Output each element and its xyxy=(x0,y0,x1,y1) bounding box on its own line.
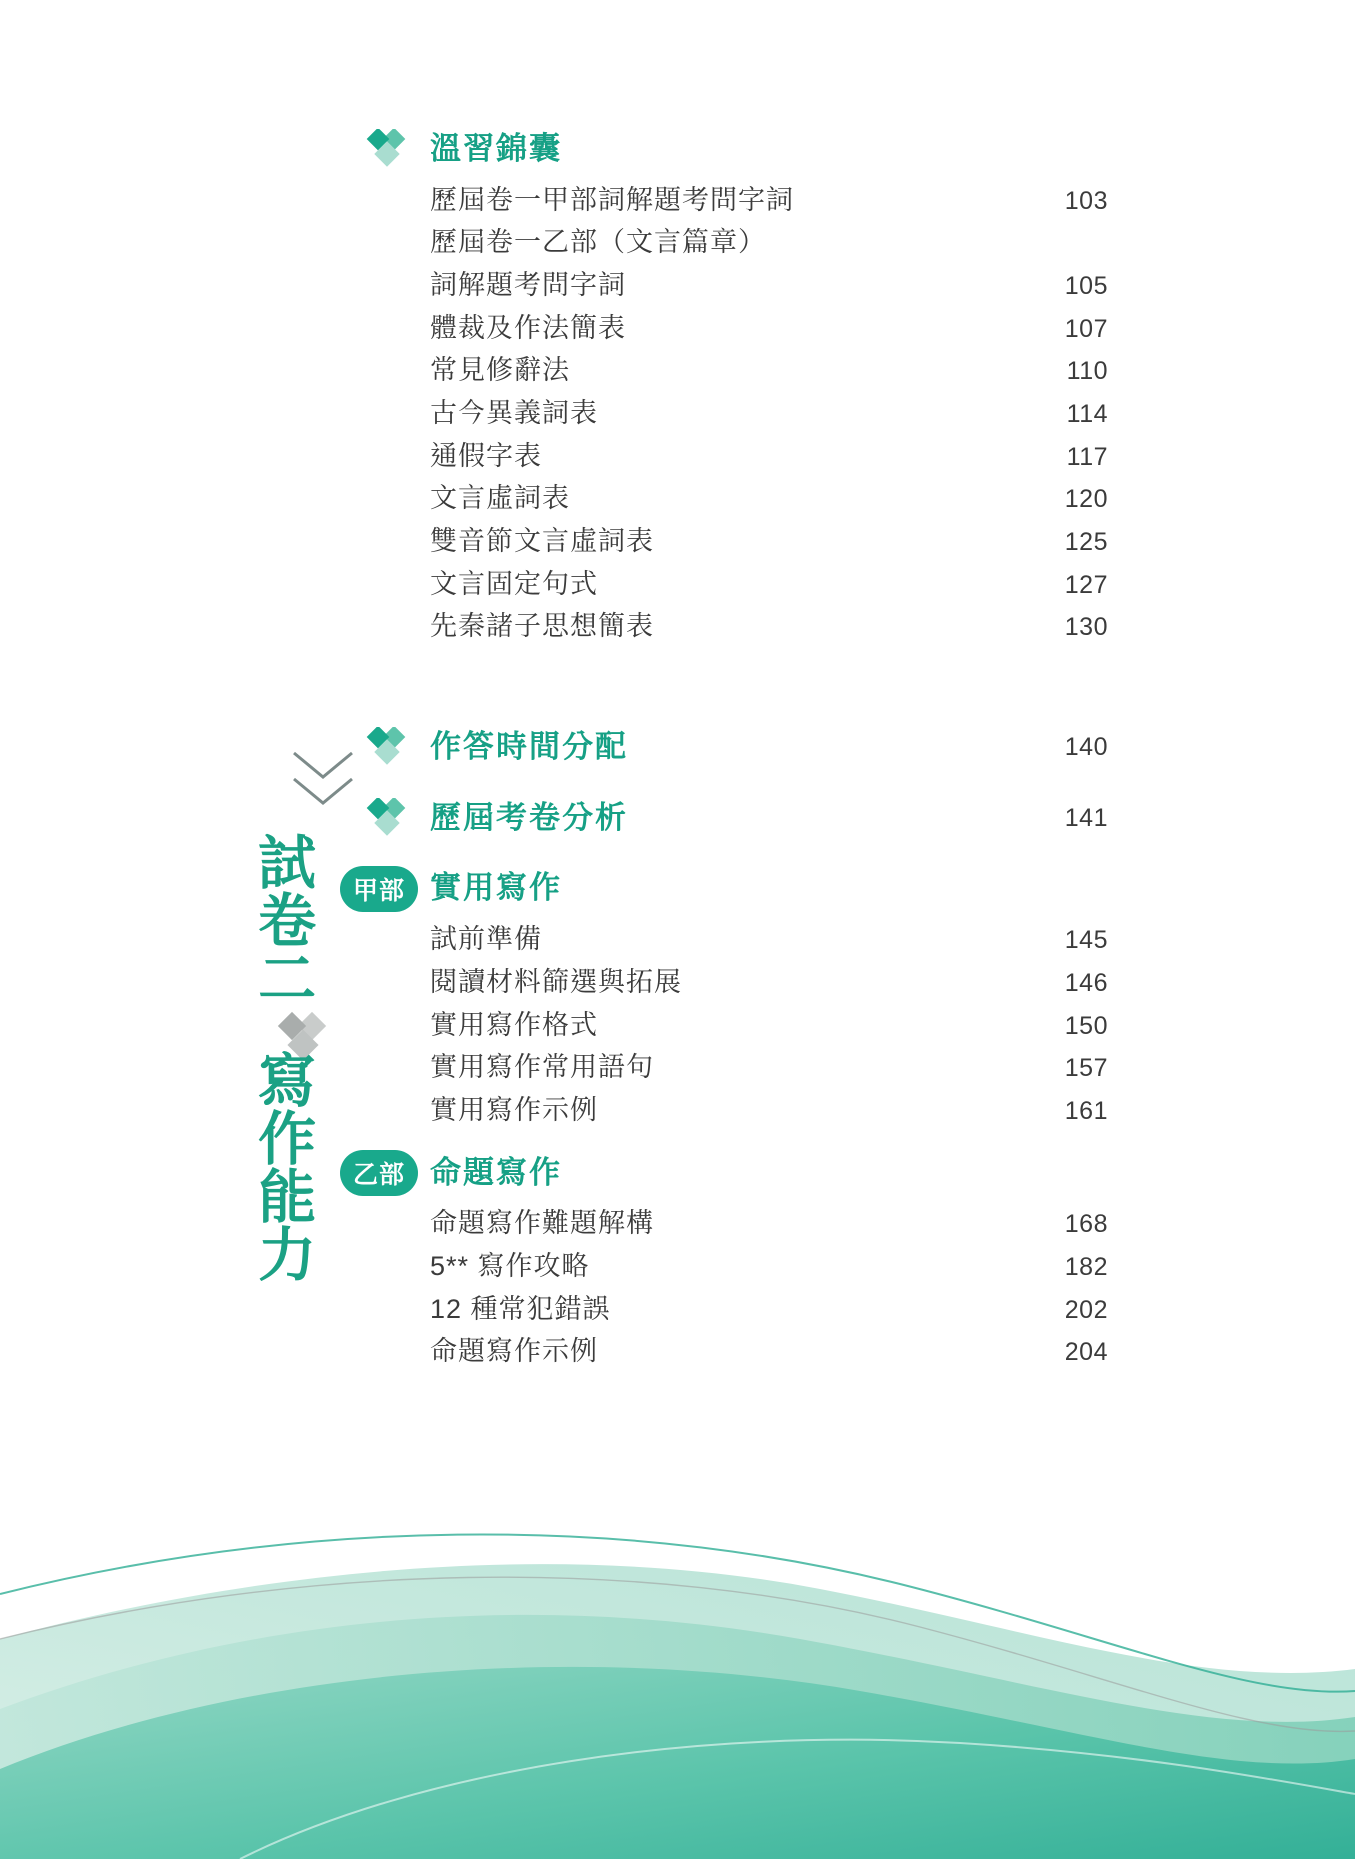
toc-entry[interactable] xyxy=(430,477,1130,520)
toc-entry-page: 157 xyxy=(1064,1054,1108,1083)
toc-entry-label: 5** 寫作攻略 xyxy=(430,1250,590,1281)
toc-entry-label: 命題寫作示例 xyxy=(430,1336,598,1367)
toc-entry-label: 文言虛詞表 xyxy=(430,483,570,514)
toc-entry-page: 146 xyxy=(1064,968,1108,997)
toc-entry-label: 常見修辭法 xyxy=(430,355,570,386)
toc-entry-label: 實用寫作示例 xyxy=(430,1094,598,1125)
section-header xyxy=(352,869,1130,908)
toc-entry[interactable] xyxy=(430,264,1130,307)
toc-entry-page: 103 xyxy=(1064,186,1108,215)
toc-entry-label: 命題寫作難題解構 xyxy=(430,1208,654,1239)
toc-entry-page: 125 xyxy=(1064,528,1108,556)
toc-entry[interactable] xyxy=(430,392,1130,435)
section-page: 140 xyxy=(1064,732,1108,761)
toc-entry-page: 114 xyxy=(1066,400,1108,429)
section-header xyxy=(352,1154,1130,1193)
toc-entry-label: 試前準備 xyxy=(430,924,542,955)
toc-entry[interactable] xyxy=(430,349,1130,392)
diamond-bullet-icon xyxy=(365,727,411,767)
part-badge-jia: 甲部 xyxy=(340,866,418,912)
toc-entry-page: 204 xyxy=(1064,1338,1108,1367)
toc-entry-label: 實用寫作格式 xyxy=(430,1009,598,1040)
toc-entry[interactable] xyxy=(430,435,1130,478)
toc-entry-page: 127 xyxy=(1064,570,1108,599)
diamond-bullet-icon xyxy=(365,798,411,838)
toc-entry-page: 182 xyxy=(1064,1252,1108,1281)
toc-entry-label: 實用寫作常用語句 xyxy=(430,1052,654,1083)
toc-entry[interactable] xyxy=(430,605,1130,648)
toc-entry[interactable] xyxy=(430,961,1130,1004)
toc-entry[interactable] xyxy=(430,179,1130,222)
toc-entry[interactable] xyxy=(430,520,1130,563)
toc-section xyxy=(430,728,1130,767)
toc-entry[interactable] xyxy=(430,1288,1130,1331)
toc-entry-page: 107 xyxy=(1064,314,1108,343)
toc-entry-label: 雙音節文言虛詞表 xyxy=(430,526,654,556)
section-title[interactable]: 溫習錦囊 xyxy=(430,131,562,166)
toc-section xyxy=(352,1154,1130,1373)
section-header[interactable] xyxy=(430,728,1130,767)
section-title[interactable]: 實用寫作 xyxy=(430,870,562,906)
toc-entry-page: 150 xyxy=(1064,1011,1108,1040)
toc-entry-label: 詞解題考問字詞 xyxy=(430,270,626,301)
toc-entry[interactable] xyxy=(430,307,1130,350)
toc-entry[interactable] xyxy=(430,1245,1130,1288)
toc-entry-page: 130 xyxy=(1064,613,1108,642)
toc-content xyxy=(352,130,1130,1373)
toc-entry-label: 12 種常犯錯誤 xyxy=(430,1293,611,1324)
toc-entry-page: 145 xyxy=(1064,926,1108,955)
section-title[interactable]: 命題寫作 xyxy=(430,1154,562,1190)
toc-entry[interactable] xyxy=(430,1089,1130,1132)
toc-entry-label: 歷屆卷一乙部（文言篇章） xyxy=(430,227,766,258)
toc-entry[interactable] xyxy=(430,1004,1130,1047)
toc-section xyxy=(430,799,1130,838)
spine-title-line2: 寫作能力 xyxy=(249,1050,315,1282)
section-header[interactable] xyxy=(430,799,1130,838)
toc-entry-page: 110 xyxy=(1066,357,1108,386)
toc-entry-page: 168 xyxy=(1064,1210,1108,1239)
toc-entry-page: 120 xyxy=(1064,485,1108,514)
toc-entry-label: 古今異義詞表 xyxy=(430,398,598,429)
toc-section xyxy=(430,130,1130,648)
diamond-bullet-icon xyxy=(365,129,411,169)
spine-title-line1: 試卷二 xyxy=(249,832,315,1006)
toc-entry-label: 歷屆卷一甲部詞解題考問字詞 xyxy=(430,184,794,215)
toc-section xyxy=(352,869,1130,1131)
toc-entry[interactable] xyxy=(430,918,1130,961)
section-header xyxy=(430,130,1130,169)
toc-entry[interactable] xyxy=(430,563,1130,606)
toc-entry-page: 161 xyxy=(1064,1096,1108,1125)
decorative-wave-graphic xyxy=(0,1339,1355,1859)
section-page: 141 xyxy=(1064,803,1108,832)
toc-entry[interactable] xyxy=(430,1202,1130,1245)
toc-entry-label: 閱讀材料篩選與拓展 xyxy=(430,966,682,997)
toc-entry-label: 體裁及作法簡表 xyxy=(430,312,626,343)
toc-entry[interactable] xyxy=(430,1046,1130,1089)
toc-entry[interactable] xyxy=(430,1330,1130,1373)
toc-entry-page: 202 xyxy=(1064,1295,1108,1324)
toc-entry-label: 文言固定句式 xyxy=(430,568,598,599)
toc-entry-label: 通假字表 xyxy=(430,440,542,471)
double-chevron-down-icon xyxy=(288,745,358,815)
toc-entry-page: 117 xyxy=(1066,442,1108,471)
part-badge-yi: 乙部 xyxy=(340,1150,418,1196)
toc-entry-label: 先秦諸子思想簡表 xyxy=(430,611,654,642)
section-title: 作答時間分配 xyxy=(430,728,628,764)
section-title: 歷屆考卷分析 xyxy=(430,799,628,835)
toc-entry-page: 105 xyxy=(1064,272,1108,301)
toc-entry[interactable] xyxy=(430,221,1130,264)
